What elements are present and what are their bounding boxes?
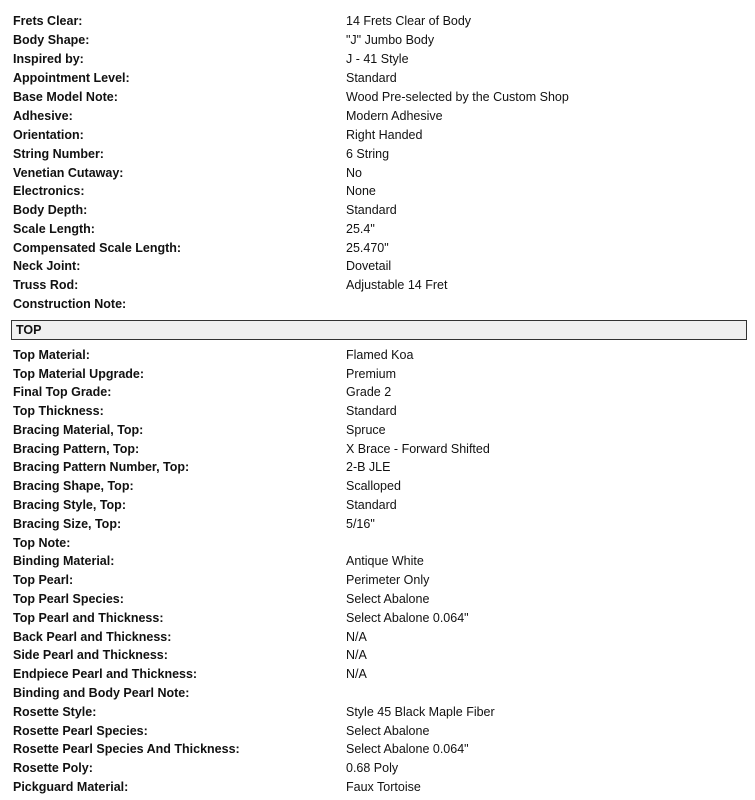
spec-row-final-top-grade: [0, 383, 755, 402]
spec-row-binding-material: [0, 552, 755, 571]
spec-row-top-thickness: [0, 402, 755, 421]
spec-value: Dovetail: [346, 259, 392, 273]
spec-label: Top Thickness:: [13, 404, 104, 418]
spec-value: Antique White: [346, 554, 424, 568]
spec-label: Bracing Shape, Top:: [13, 479, 134, 493]
spec-label: Endpiece Pearl and Thickness:: [13, 667, 198, 681]
spec-row-string-number: [0, 145, 755, 164]
spec-row-body-shape: [0, 31, 755, 50]
spec-label: Top Pearl:: [13, 573, 74, 587]
spec-label: Top Pearl Species:: [13, 592, 124, 606]
spec-row-top-note: [0, 534, 755, 553]
spec-label: Top Material:: [13, 348, 90, 362]
spec-label: Top Pearl and Thickness:: [13, 611, 164, 625]
spec-label: Body Shape:: [13, 33, 90, 47]
spec-label: Adhesive:: [13, 109, 73, 123]
spec-row-rosette-pearl-species: [0, 722, 755, 741]
spec-value: Grade 2: [346, 385, 392, 399]
spec-label: Bracing Material, Top:: [13, 423, 144, 437]
spec-row-inspired-by: [0, 50, 755, 69]
spec-value: 25.470": [346, 241, 389, 255]
spec-label: Bracing Size, Top:: [13, 517, 122, 531]
spec-row-rosette-pearl-species-and-thickness: [0, 740, 755, 759]
spec-label: Top Note:: [13, 536, 71, 550]
spec-value: 25.4": [346, 222, 375, 236]
spec-label: Back Pearl and Thickness:: [13, 630, 172, 644]
spec-row-truss-rod: [0, 276, 755, 295]
section-title: TOP: [16, 323, 42, 337]
spec-row-frets-clear: [0, 12, 755, 31]
spec-value: Modern Adhesive: [346, 109, 443, 123]
spec-row-base-model-note: [0, 88, 755, 107]
spec-label: Appointment Level:: [13, 71, 130, 85]
spec-label: Compensated Scale Length:: [13, 241, 182, 255]
spec-row-bracing-pattern-number: [0, 458, 755, 477]
spec-label: Pickguard Material:: [13, 780, 129, 794]
spec-row-body-depth: [0, 201, 755, 220]
spec-value: Standard: [346, 498, 397, 512]
spec-row-rosette-style: [0, 703, 755, 722]
spec-value: X Brace - Forward Shifted: [346, 442, 490, 456]
spec-row-top-pearl-and-thickness: [0, 609, 755, 628]
spec-row-appointment-level: [0, 69, 755, 88]
spec-value: Premium: [346, 367, 397, 381]
spec-label: Venetian Cutaway:: [13, 166, 124, 180]
spec-row-adhesive: [0, 107, 755, 126]
spec-value: Style 45 Black Maple Fiber: [346, 705, 495, 719]
spec-label: Scale Length:: [13, 222, 95, 236]
spec-row-rosette-poly: [0, 759, 755, 778]
spec-row-pickguard-material: [0, 778, 755, 797]
spec-row-compensated-scale-length: [0, 239, 755, 258]
spec-label: Binding and Body Pearl Note:: [13, 686, 190, 700]
spec-value: Spruce: [346, 423, 386, 437]
spec-value: Select Abalone 0.064": [346, 611, 469, 625]
spec-value: N/A: [346, 648, 367, 662]
spec-value: Standard: [346, 71, 397, 85]
spec-label: Orientation:: [13, 128, 84, 142]
spec-label: Binding Material:: [13, 554, 115, 568]
spec-value: J - 41 Style: [346, 52, 409, 66]
spec-value: None: [346, 184, 376, 198]
spec-value: Select Abalone 0.064": [346, 742, 469, 756]
spec-value: 2-B JLE: [346, 460, 391, 474]
spec-value: Perimeter Only: [346, 573, 430, 587]
spec-value: 14 Frets Clear of Body: [346, 14, 472, 28]
spec-row-neck-joint: [0, 257, 755, 276]
spec-label: Final Top Grade:: [13, 385, 112, 399]
spec-label: Body Depth:: [13, 203, 88, 217]
spec-value: N/A: [346, 667, 367, 681]
spec-row-bracing-shape: [0, 477, 755, 496]
spec-value: No: [346, 166, 362, 180]
spec-label: Rosette Pearl Species:: [13, 724, 148, 738]
spec-row-bracing-pattern: [0, 440, 755, 459]
spec-row-binding-and-body-pearl-note: [0, 684, 755, 703]
spec-value: Select Abalone: [346, 724, 430, 738]
spec-value: N/A: [346, 630, 367, 644]
spec-row-bracing-size: [0, 515, 755, 534]
spec-value: Right Handed: [346, 128, 423, 142]
spec-value: Standard: [346, 404, 397, 418]
spec-row-orientation: [0, 126, 755, 145]
spec-label: Bracing Style, Top:: [13, 498, 126, 512]
spec-row-electronics: [0, 182, 755, 201]
spec-label: Neck Joint:: [13, 259, 81, 273]
spec-row-bracing-material: [0, 421, 755, 440]
spec-value: Flamed Koa: [346, 348, 414, 362]
spec-row-top-pearl: [0, 571, 755, 590]
spec-label: Inspired by:: [13, 52, 84, 66]
spec-label: Rosette Style:: [13, 705, 97, 719]
spec-label: Base Model Note:: [13, 90, 118, 104]
spec-row-top-material: [0, 346, 755, 365]
spec-label: Top Material Upgrade:: [13, 367, 145, 381]
spec-row-construction-note: [0, 295, 755, 314]
spec-row-back-pearl-and-thickness: [0, 628, 755, 647]
spec-label: String Number:: [13, 147, 104, 161]
spec-value: Faux Tortoise: [346, 780, 421, 794]
spec-value: Select Abalone: [346, 592, 430, 606]
spec-label: Rosette Poly:: [13, 761, 93, 775]
spec-row-top-pearl-species: [0, 590, 755, 609]
spec-row-scale-length: [0, 220, 755, 239]
spec-value: "J" Jumbo Body: [346, 33, 435, 47]
spec-label: Frets Clear:: [13, 14, 83, 28]
spec-label: Construction Note:: [13, 297, 127, 311]
section-header-top: [11, 320, 747, 340]
spec-row-venetian-cutaway: [0, 164, 755, 183]
spec-value: Adjustable 14 Fret: [346, 278, 448, 292]
spec-row-side-pearl-and-thickness: [0, 646, 755, 665]
spec-value: Wood Pre-selected by the Custom Shop: [346, 90, 569, 104]
spec-value: 0.68 Poly: [346, 761, 399, 775]
spec-row-endpiece-pearl-and-thickness: [0, 665, 755, 684]
spec-label: Bracing Pattern, Top:: [13, 442, 140, 456]
spec-label: Bracing Pattern Number, Top:: [13, 460, 190, 474]
spec-value: Scalloped: [346, 479, 401, 493]
spec-row-bracing-style: [0, 496, 755, 515]
spec-label: Electronics:: [13, 184, 85, 198]
spec-value: Standard: [346, 203, 397, 217]
spec-label: Truss Rod:: [13, 278, 79, 292]
spec-row-top-material-upgrade: [0, 365, 755, 384]
spec-value: 6 String: [346, 147, 390, 161]
spec-label: Rosette Pearl Species And Thickness:: [13, 742, 240, 756]
spec-value: 5/16": [346, 517, 375, 531]
spec-label: Side Pearl and Thickness:: [13, 648, 168, 662]
